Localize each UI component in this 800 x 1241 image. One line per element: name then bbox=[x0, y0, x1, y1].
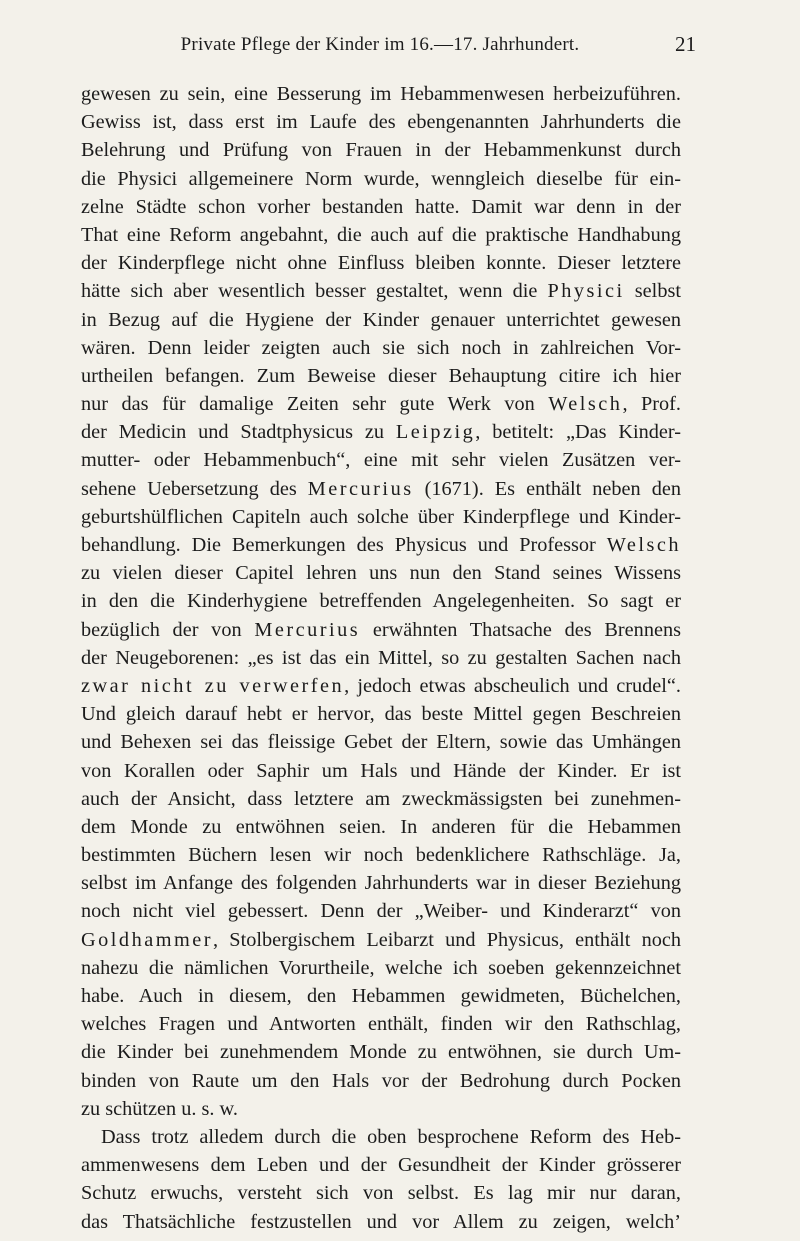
page-header bbox=[0, 34, 800, 64]
text-line: in den die Kinderhygiene betreffenden Angelegenheiten. So sagt er bbox=[81, 590, 681, 613]
running-head: Private Pflege der Kinder im 16.—17. Jahrhundert. bbox=[180, 34, 580, 55]
text-line bbox=[81, 926, 681, 954]
text-line: Gewiss ist, dass erst im Laufe des ebengenannten Jahrhunderts die bbox=[81, 111, 681, 134]
spaced-emphasis: Mercurius bbox=[307, 477, 414, 500]
text-line: selbst im Anfange des folgenden Jahrhunderts war in dieser Beziehung bbox=[81, 872, 681, 895]
text-line: habe. Auch in diesem, den Hebammen gewidmeten, Büchelchen, bbox=[81, 985, 681, 1007]
text-line: das Thatsächliche festzustellen und vor Allem zu zeigen, welch’ bbox=[81, 1210, 681, 1233]
text-line: dem Monde zu entwöhnen seien. In anderen für die Hebammen bbox=[81, 815, 681, 838]
text-segment: behandlung. Die Bemerkungen des Physicus und Professor bbox=[81, 534, 607, 556]
text-line: von Korallen oder Saphir um Hals und Hände der Kinder. Er ist bbox=[81, 759, 681, 782]
text-line: Belehrung und Prüfung von Frauen in der Hebammenkunst durch bbox=[81, 139, 681, 162]
text-line bbox=[81, 475, 681, 503]
text-line bbox=[81, 277, 681, 305]
text-line: zelne Städte schon vorher bestanden hatte. Damit war denn in der bbox=[81, 195, 681, 218]
text-segment: erwähnten Thatsache des Brennens bbox=[360, 618, 682, 641]
spaced-emphasis: Physici bbox=[547, 280, 625, 303]
text-segment: , Stolbergischem Leibarzt und Physicus, enthält noch bbox=[213, 928, 681, 951]
text-line: gewesen zu sein, eine Besserung im Hebammenwesen herbeizuführen. bbox=[81, 83, 681, 105]
text-segment: , Prof. bbox=[622, 393, 681, 416]
text-segment: sehene Uebersetzung des bbox=[81, 477, 308, 500]
text-line: wären. Denn leider zeigten auch sie sich noch in zahlreichen Vor- bbox=[81, 336, 681, 359]
text-line: mutter- oder Hebammenbuch“, eine mit sehr vielen Zusätzen ver- bbox=[81, 449, 681, 472]
spaced-emphasis: zwar nicht zu verwerfen bbox=[81, 674, 345, 697]
text-line: That eine Reform angebahnt, die auch auf die praktische Handhabung bbox=[81, 223, 681, 246]
text-line: in Bezug auf die Hygiene der Kinder genauer unterrichtet gewesen bbox=[81, 308, 681, 331]
text-line: bestimmten Büchern lesen wir noch bedenklichere Rathschläge. Ja, bbox=[81, 844, 681, 867]
spaced-emphasis: Welsch bbox=[606, 534, 681, 556]
text-line: urtheilen befangen. Zum Beweise dieser Behauptung citire ich hier bbox=[81, 364, 681, 387]
text-line: der Neugeborenen: „es ist das ein Mittel, so zu gestalten Sachen nach bbox=[81, 646, 681, 669]
body-text bbox=[81, 80, 681, 1236]
text-line bbox=[81, 672, 681, 700]
text-line: ammenwesens dem Leben und der Gesundheit der Kinder grösserer bbox=[81, 1154, 681, 1177]
text-line: nahezu die nämlichen Vorurtheile, welche ich soeben gekennzeichnet bbox=[81, 956, 681, 979]
text-line: die Kinder bei zunehmendem Monde zu entwöhnen, sie durch Um- bbox=[81, 1041, 681, 1064]
text-segment: bezüglich der von bbox=[81, 618, 255, 641]
text-line: geburtshülflichen Capiteln auch solche über Kinderpflege und Kinder- bbox=[81, 505, 681, 528]
text-line: welches Fragen und Antworten enthält, finden wir den Rathschlag, bbox=[81, 1013, 681, 1036]
text-line: und Behexen sei das fleissige Gebet der Eltern, sowie das Umhängen bbox=[81, 731, 681, 754]
spaced-emphasis: Leipzig bbox=[395, 421, 476, 444]
text-segment: selbst bbox=[624, 280, 681, 303]
text-line: auch der Ansicht, dass letztere am zweckmässigsten bei zunehmen- bbox=[81, 787, 681, 810]
spaced-emphasis: Mercurius bbox=[254, 618, 361, 641]
paragraph-start-line: Dass trotz alledem durch die oben besprochene Reform des Heb- bbox=[101, 1125, 681, 1148]
spaced-emphasis: Welsch bbox=[548, 393, 623, 416]
text-segment: , betitelt: „Das Kinder- bbox=[475, 421, 681, 444]
text-line: die Physici allgemeinere Norm wurde, wenngleich dieselbe für ein- bbox=[81, 167, 681, 190]
text-line bbox=[81, 390, 681, 418]
text-line: Und gleich darauf hebt er hervor, das beste Mittel gegen Beschreien bbox=[81, 703, 681, 726]
text-line: Schutz erwuchs, versteht sich von selbst. Es lag mir nur daran, bbox=[81, 1182, 681, 1205]
text-segment: nur das für damalige Zeiten sehr gute Werk von bbox=[81, 393, 549, 416]
text-line: binden von Raute um den Hals vor der Bedrohung durch Pocken bbox=[81, 1069, 681, 1092]
text-line: noch nicht viel gebessert. Denn der „Weiber- und Kinderarzt“ von bbox=[81, 900, 681, 923]
spaced-emphasis: Goldhammer bbox=[81, 928, 214, 951]
text-segment: hätte sich aber wesentlich besser gestaltet, wenn die bbox=[81, 280, 548, 303]
text-line: zu schützen u. s. w. bbox=[81, 1097, 238, 1120]
text-segment: (1671). Es enthält neben den bbox=[413, 477, 681, 500]
page-number: 21 bbox=[675, 32, 696, 56]
text-segment: der Medicin und Stadtphysicus zu bbox=[81, 421, 396, 444]
text-line: zu vielen dieser Capitel lehren uns nun den Stand seines Wissens bbox=[81, 562, 681, 585]
text-line: der Kinderpflege nicht ohne Einfluss bleiben konnte. Dieser letztere bbox=[81, 252, 681, 275]
text-line bbox=[81, 418, 681, 446]
text-line bbox=[81, 531, 681, 559]
text-line bbox=[81, 616, 681, 644]
text-segment: , jedoch etwas abscheulich und crudel“. bbox=[344, 674, 681, 697]
